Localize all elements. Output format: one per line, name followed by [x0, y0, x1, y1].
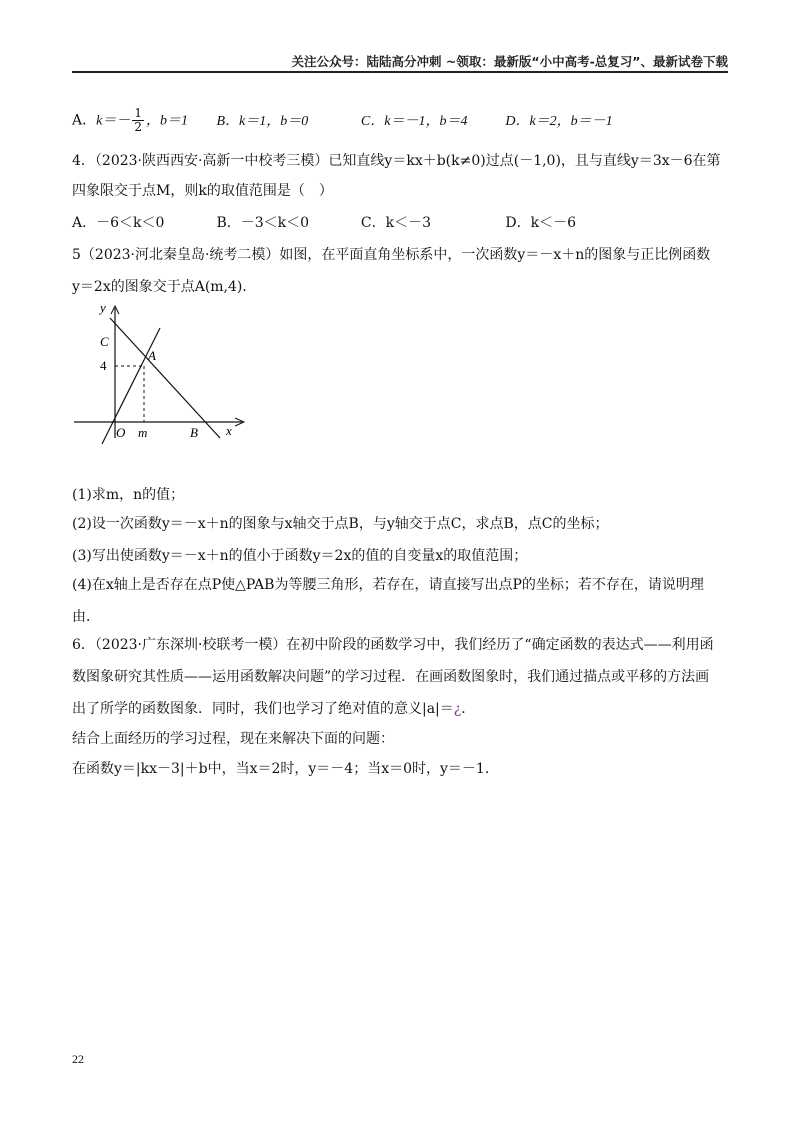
q6-line4: 结合上面经历的学习过程，现在来解决下面的问题： — [72, 731, 394, 747]
coordinate-figure — [72, 298, 252, 448]
label-a: A — [148, 348, 156, 363]
q3-option-b: B．k＝1，b＝0 — [216, 113, 309, 129]
q4-options — [72, 212, 576, 232]
q3-option-a: A．k＝－ $\frac{1}{2}$ ，b＝1 — [72, 106, 188, 135]
q5-line2: y＝2x的图象交于点A(m,4)． — [72, 279, 257, 295]
q5-sub3: (3)写出使函数y＝－x＋n的值小于函数y＝2x的值的自变量x的取值范围； — [72, 548, 528, 564]
label-x: x — [226, 423, 232, 438]
q5-sub4-line2: 由． — [72, 609, 100, 625]
label-m: m — [138, 425, 148, 440]
q6-line3 — [72, 698, 475, 718]
q6-line3-mark: ¿ — [453, 701, 462, 717]
q6-line3-text: 出了所学的函数图象．同时，我们也学习了绝对值的意义|a|＝ — [72, 701, 454, 717]
q4-option-d: D．k＜－6 — [505, 215, 576, 231]
label-4: 4 — [100, 358, 107, 373]
line-y-2x — [102, 328, 160, 444]
page-number: 22 — [72, 1052, 84, 1066]
q4-line2: 四象限交于点M，则k的取值范围是（ ） — [72, 183, 333, 199]
line-y-neg-x-plus-n — [110, 318, 220, 438]
label-c: C — [100, 334, 109, 349]
q6-line2: 数图象研究其性质——运用函数解决问题”的学习过程．在画函数图象时，我们通过描点或平移的方法画 — [72, 669, 710, 685]
q3-option-c: C．k＝－1，b＝4 — [360, 113, 468, 129]
q5-sub1: (1)求m，n的值； — [72, 487, 185, 503]
q6-line3-end: ． — [461, 701, 476, 717]
page-header: 关注公众号：陆陆高分冲刺 ~领取：最新版“小中高考-总复习”、最新试卷下载 — [291, 54, 728, 69]
label-o: O — [116, 425, 126, 440]
q4-option-a: A．－6＜k＜0 — [72, 215, 165, 231]
q4-option-c: C．k＜－3 — [360, 215, 432, 231]
q6-line5: 在函数y＝|kx－3|＋b中，当x＝2时，y＝－4；当x＝0时，y＝－1． — [72, 761, 499, 777]
q4-option-b: B．－3＜k＜0 — [216, 215, 310, 231]
q3-option-d: D．k＝2，b＝－1 — [505, 113, 613, 129]
q4-line1: 4．（2023·陕西西安·高新一中校考三模）已知直线y＝kx＋b(k≠0)过点(－1,0)，且与直线y＝3x－6在第 — [72, 153, 721, 169]
fraction: $\frac{1}{2}$ — [134, 106, 142, 135]
q3-options — [72, 107, 613, 134]
q5-sub4-line1: (4)在x轴上是否存在点P使△PAB为等腰三角形，若存在，请直接写出点P的坐标；若不存在，请说明理 — [72, 577, 704, 593]
label-b: B — [190, 425, 198, 440]
label-y: y — [100, 300, 106, 315]
header-rule — [72, 71, 728, 73]
q5-sub2: (2)设一次函数y＝－x＋n的图象与x轴交于点B，与y轴交于点C，求点B，点C的坐标； — [72, 516, 609, 532]
q5-line1: 5（2023·河北秦皇岛·统考二模）如图，在平面直角坐标系中，一次函数y＝－x＋n的图象与正比例函数 — [72, 247, 711, 263]
q6-line1: 6．（2023·广东深圳·校联考一模）在初中阶段的函数学习中，我们经历了“确定函数的表达式——利用函 — [72, 637, 714, 653]
